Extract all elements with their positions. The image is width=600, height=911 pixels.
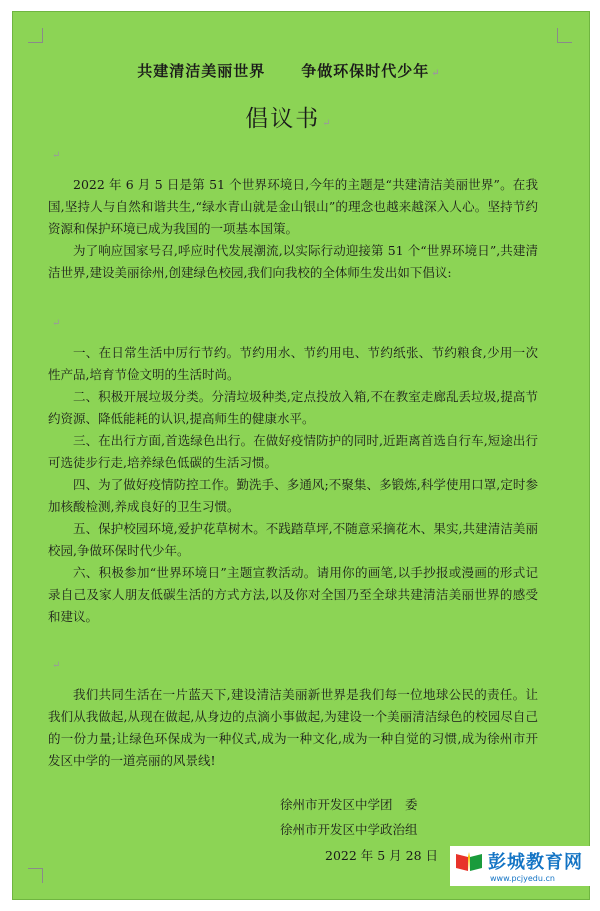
headline-right: 争做环保时代少年 [301,62,430,80]
paragraph-mark-icon: ↵ [322,118,333,129]
crop-mark-top-left [28,28,43,43]
signature-line-2: 徐州市开发区中学政治组 [280,822,418,837]
proposal-item-4: 四、为了做好疫情防控工作。勤洗手、多通风;不聚集、多锻炼,科学使用口罩,定时参加核酸检测,养成良好的卫生习惯。 [48,477,538,514]
crop-mark-bottom-left [28,868,43,883]
proposal-item-3: 三、在出行方面,首选绿色出行。在做好疫情防护的同时,近距离首选自行车,短途出行可选徒步行走,培养绿色低碳的生活习惯。 [48,433,538,470]
document-title-text: 倡议书 [245,106,321,132]
headline [0,60,578,81]
proposal-item-2: 二、积极开展垃圾分类。分清垃圾种类,定点投放入箱,不在教室走廊乱丢垃圾,提高节约资源、降低能耗的认识,提高师生的健康水平。 [48,389,538,426]
proposal-item-6: 六、积极参加“世界环境日”主题宣教活动。请用你的画笔,以手抄报或漫画的形式记录自己及家人朋友低碳生活的方式方法,以及你对全国乃至全球共建清洁美丽世界的感受和建议。 [48,565,538,624]
document-title [0,100,578,133]
site-watermark-logo [450,846,590,886]
paragraph-mark-icon: ↵ [52,150,61,161]
paragraph-closing: 我们共同生活在一片蓝天下,建设清洁美丽新世界是我们每一位地球公民的责任。让我们从我做起,从现在做起,从身边的点滴小事做起,为建设一个美丽清洁绿色的校园尽自己的一份力量;让绿色环保成为一种仪式,成为一种文化,成为一种自觉的习惯,成为徐州市开发区中学的一道亮丽的风景线! [48,687,538,768]
proposals-block [48,342,538,628]
signature-date: 2022 年 5 月 28 日 [325,848,439,863]
open-book-icon [454,850,484,872]
site-name: 彭城教育网 [488,852,583,873]
proposal-item-5: 五、保护校园环境,爱护花草树木。不践踏草坪,不随意采摘花木、果实,共建清洁美丽校园,争做环保时代少年。 [48,521,538,558]
paragraph-intro: 2022 年 6 月 5 日是第 51 个世界环境日,今年的主题是“共建清洁美丽世界”。在我国,坚持人与自然和谐共生,“绿水青山就是金山银山”的理念也越来越深入人心。坚持节约资源和保护环境已成为我国的一项基本国策。 [48,177,538,236]
paragraph-call: 为了响应国家号召,呼应时代发展潮流,以实际行动迎接第 51 个“世界环境日”,共建清洁世界,建设美丽徐州,创建绿色校园,我们向我校的全体师生发出如下倡议: [48,243,538,280]
signature-line-1: 徐州市开发区中学团 委 [280,797,418,812]
site-url: www.pcjyedu.cn [490,874,555,883]
paragraph-mark-icon: ↵ [52,318,61,329]
closing-block [48,684,538,772]
intro-block [48,174,538,284]
paragraph-mark-icon: ↵ [431,68,441,79]
paragraph-mark-icon: ↵ [52,660,61,671]
headline-left: 共建清洁美丽世界 [137,62,266,80]
crop-mark-top-right [557,28,572,43]
proposal-item-1: 一、在日常生活中厉行节约。节约用水、节约用电、节约纸张、节约粮食,少用一次性产品,培育节俭文明的生活时尚。 [48,345,538,382]
